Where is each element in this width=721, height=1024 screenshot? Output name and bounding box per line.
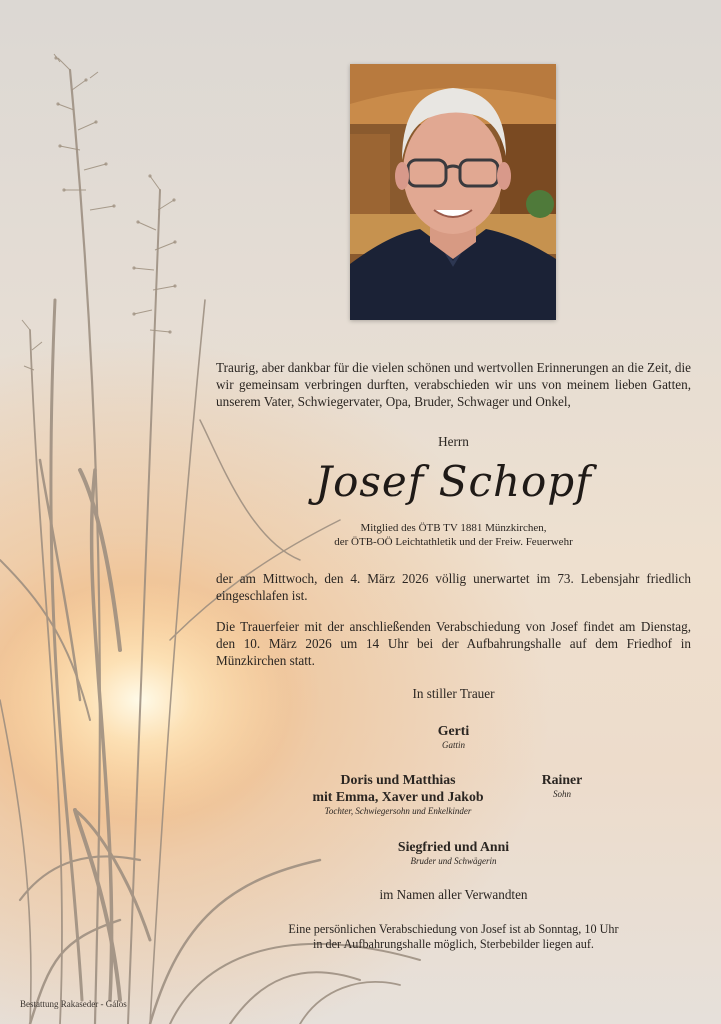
salutation: Herrn [438,434,469,449]
mourner-siegfried [216,838,691,867]
mourner-name: mit Emma, Xaver und Jakob [312,789,484,804]
footer-credit: Bestattung Rakaseder - Gálos [20,999,127,1009]
ceremony-notice: Die Trauerfeier mit der anschließenden Verabschiedung von Josef findet am Dienstag, den 10. März 2026 um 14 Uhr bei der Aufbahrungshalle auf dem Friedhof in Münzkirchen statt. [216,619,691,668]
mourner-name: Gerti [437,723,470,738]
death-notice: der am Mittwoch, den 4. März 2026 völlig unerwartet im 73. Lebensjahr friedlich eingeschlafen ist. [216,571,691,603]
mourner-role: Sohn [553,789,571,799]
mourner-role: Bruder und Schwägerin [410,856,497,866]
mourner-role: Tochter, Schwiegersohn und Enkelkinder [324,806,472,816]
farewell-notice [216,922,691,952]
mourner-name: Doris und Matthias [340,772,456,787]
mourning-heading: In stiller Trauer [412,686,495,701]
deceased-name: Josef Schopf [315,457,592,506]
mourner-role: Gattin [441,740,465,750]
intro-text: Traurig, aber dankbar für die vielen schönen und wertvollen Erinnerungen an die Zeit, die wir gemeinsam verbringen durften, verabschieden wir uns von meinem lieben Gatten, unserem Vater, Schwiegervater, Opa, Bruder, Schwager und Onkel, [216,360,691,409]
mourner-name: Siegfried und Anni [397,839,510,854]
mourner-rainer [512,771,612,800]
relatives-line: im Namen aller Verwandten [379,887,528,902]
farewell-line: in der Aufbahrungshalle möglich, Sterbebilder liegen auf. [313,937,594,951]
mourner-gerti [216,722,691,751]
membership [216,521,691,549]
mourner-doris [268,771,528,817]
portrait-photo [350,64,556,320]
farewell-line: Eine persönlichen Verabschiedung von Josef ist ab Sonntag, 10 Uhr [288,922,619,936]
membership-line: der ÖTB-OÖ Leichtathletik und der Freiw. Feuerwehr [334,536,573,548]
mourner-name: Rainer [541,772,583,787]
membership-line: Mitglied des ÖTB TV 1881 Münzkirchen, [360,522,547,534]
